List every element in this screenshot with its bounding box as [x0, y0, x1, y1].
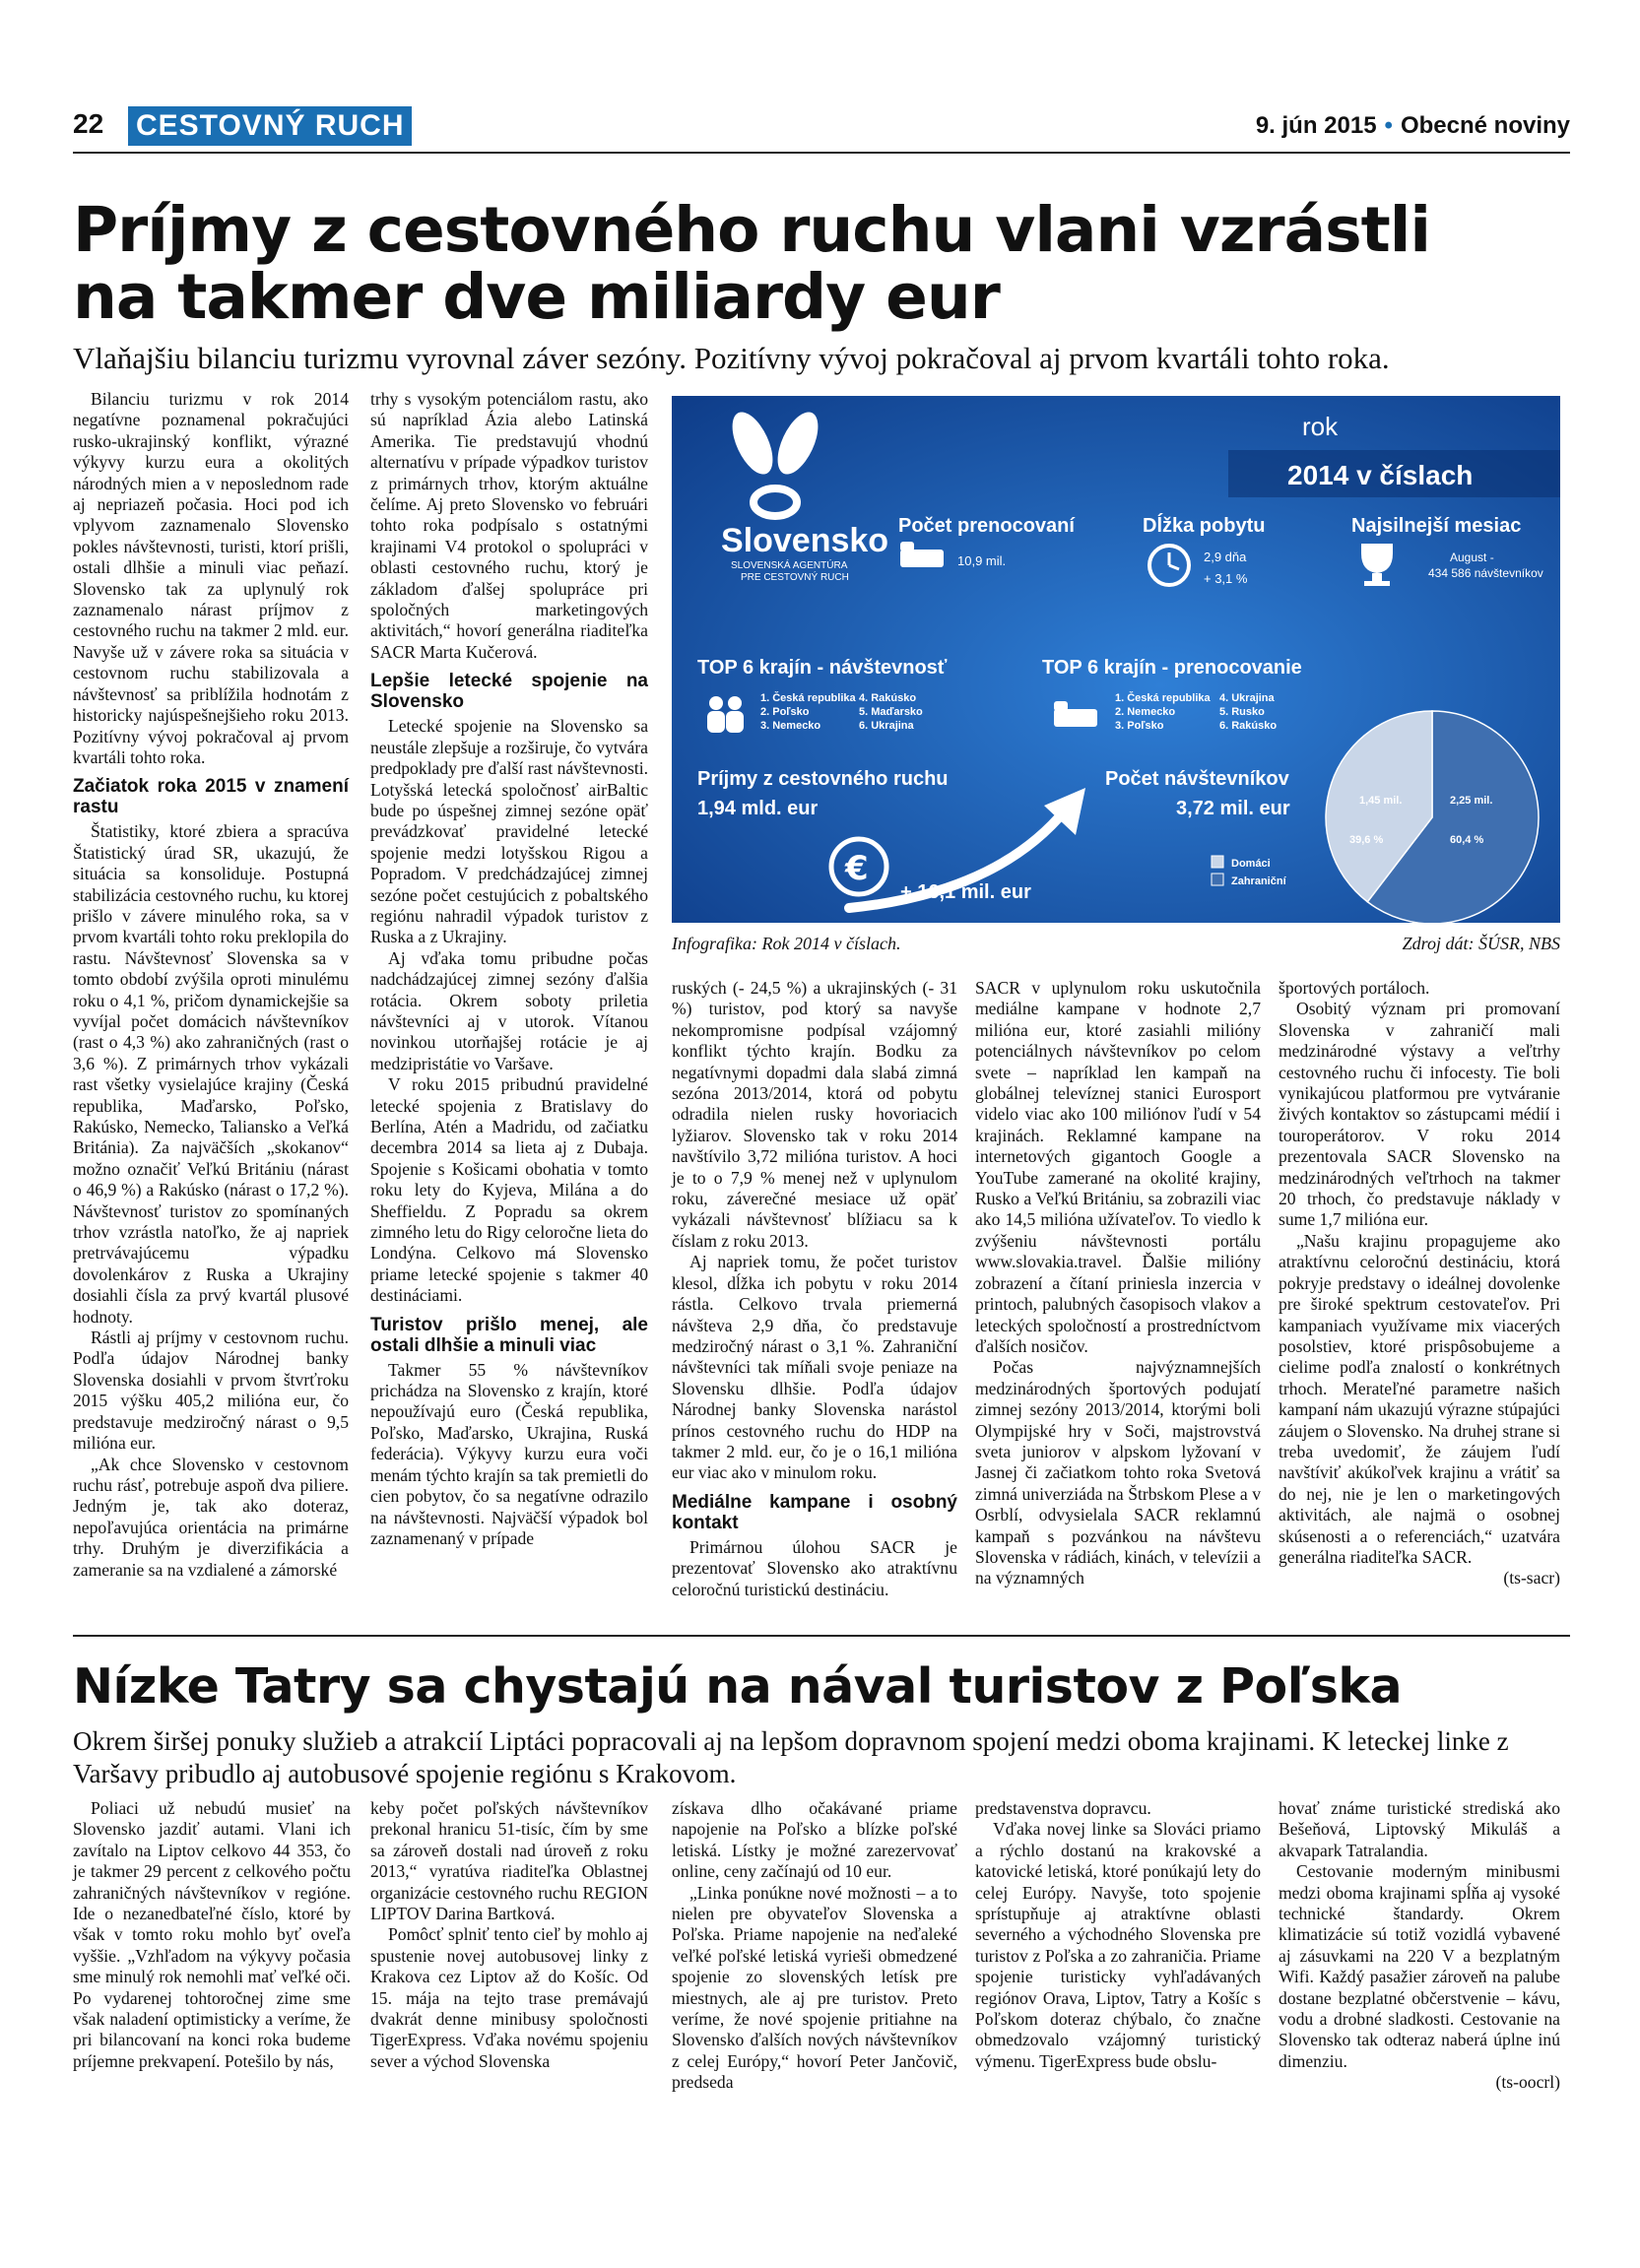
- paragraph: Počas najvýznamnejších medzinárodných športových podujatí zimnej sezóny 2013/2014, ktorými boli Olympijské hry v Soči, majstrovstvá sveta juniorov v alpskom lyžovaní v Jasnej či začiatkom tohto roka Svetová zimná univerziáda na Štrbskom Plese a v Osrblí, odvysielala SACR reklamnú kampaň s pozvánkou na návštevu Slovenska v rádiách, kinách, v televízii a na významných: [975, 1357, 1261, 1588]
- visitors-value: 3,72 mil. eur: [1176, 798, 1290, 819]
- page-number: 22: [73, 108, 104, 139]
- subheading: Začiatok roka 2015 v znamení rastu: [73, 776, 349, 818]
- author-signature: (ts-oocrl): [1495, 2072, 1560, 2093]
- legend-foreign: Zahraniční: [1231, 875, 1286, 887]
- paragraph: Poliaci už nebudú musieť na Slovensko jazdiť autami. Vlani ich zavítalo na Liptov celkovo 44 353, čo je takmer 29 percent z celkového počtu zahraničných návštevníkov v regióne. Ide o nezanedbateľné číslo, ktoré by však v tomto roku mohlo byť oveľa vyššie. „Vzhľadom na výkyvy počasia sme minulý rok nemohli mať veľké oči. Po vydarenej tohtoročnej zime sme však naladení optimisticky a veríme, že pri bilancovaní na konci roka budeme príjemne prekvapení. Potešilo by nás,: [73, 1798, 351, 2071]
- paragraph: Aj napriek tomu, že počet turistov klesol, dĺžka ich pobytu v roku 2014 rástla. Celkovo trvala priemerná návšteva 2,9 dňa, čo predstavuje medziročný nárast o 3,1 %. Zahraniční návštevníci tak míňali svoje peniaze na Slovensku dlhšie. Podľa údajov Národnej banky Slovenska narástol prínos cestovného ruchu do HDP na takmer 2 mld. eur, čo je o 16,1 milióna eur viac ako v minulom roku.: [672, 1252, 957, 1483]
- paragraph: V roku 2015 pribudnú pravidelné letecké spojenia z Bratislavy do Berlína, Atén a Madridu, od začiatku decembra 2014 sa lieta aj z Dubaja. Spojenie s Košicami obohatia v tomto roku lety do Kyjeva, Milána a do Sheffieldu. Z Popradu sa okrem zimného letu do Rigy celoročne lieta do Londýna. Celkovo má Slovensko priame letecké spojenie s takmer 40 destináciami.: [370, 1074, 648, 1306]
- article-title-line1: Príjmy z cestovného ruchu vlani vzrástli: [73, 194, 1430, 266]
- page-header: [73, 106, 1570, 150]
- top-nights-item: 3. Poľsko: [1115, 720, 1164, 732]
- top-nights-item: 1. Česká republika: [1115, 692, 1211, 704]
- top-nights-item: 4. Ukrajina: [1219, 692, 1275, 704]
- infographic: [672, 396, 1560, 923]
- subheading: Mediálne kampane i osobný kontakt: [672, 1491, 957, 1533]
- caption-source: Zdroj dát: ŠÚSR, NBS: [1402, 934, 1560, 953]
- income-title: Príjmy z cestovného ruchu: [697, 768, 949, 790]
- infographic-caption: [672, 934, 1560, 954]
- brand-subtitle-1: SLOVENSKÁ AGENTÚRA: [731, 560, 848, 571]
- issue-date: 9. jún 2015: [1255, 112, 1377, 139]
- year-title: 2014 v číslach: [1287, 460, 1474, 490]
- paragraph: predstavenstva dopravcu.: [975, 1798, 1151, 1818]
- subheading: Lepšie letecké spojenie na Slovensko: [370, 671, 648, 713]
- paragraph: ruských (- 24,5 %) a ukrajinských (- 31 %) turistov, pod ktorý sa navyše nekompromisne podpísal vzájomný konflikt týchto krajín. Bodku za negatívnymi dopadmi dala slabá zimná sezóna 2013/2014, ktorá od pobytu odradila nielen rusky hovoriacich lyžiarov. Slovensko tak v roku 2014 navštívilo 3,72 milióna turistov. A hoci je to o 7,9 % menej než v uplynulom roku, záverečné mesiace už opäť vykázali návštevnosť blížiacu sa k číslam z roku 2013.: [672, 978, 957, 1251]
- paragraph: „Ak chce Slovensko v cestovnom ruchu rásť, potrebuje aspoň dva piliere. Jedným je, tak ako doteraz, nepoľavujúca orientácia na primárne trhy. Druhým je diverzifikácia a zameranie sa na vzdialené a zámorské: [73, 1454, 349, 1580]
- top-nights-item: 2. Nemecko: [1115, 706, 1176, 718]
- paragraph: športových portáloch.: [1279, 978, 1430, 998]
- paragraph: Bilanciu turizmu v rok 2014 negatívne poznamenal pokračujúci rusko-ukrajinský konflikt, výrazné výkyvy kurzu eura a okolitých národných mien a v neposlednom rade aj nepriazeň počasia. Hoci pod ich vplyvom zaznamenalo Slovensko pokles návštevnosti, turisti, ktorí prišli, ostali dlhšie a minuli viac peňazí. Slovensko tak za uplynulý rok zaznamenalo nárast príjmov z cestovného ruchu na takmer 2 mld. eur. Navyše už v závere roka sa situácia v cestovnom ruchu stabilizovala a návštevnosť sa priblížila hodnotám z historicky najúspešnejšieho roku 2013. Pozitívny vývoj pokračoval aj prvom kvartáli tohto roka.: [73, 389, 349, 767]
- subheading: Turistov prišlo menej, ale ostali dlhšie a minuli viac: [370, 1314, 648, 1356]
- legend-domestic-swatch: [1212, 856, 1223, 868]
- paragraph: „Linka ponúkne nové možnosti – a to nielen pre obyvateľov Slovenska a Poľska. Priame napojenie na neďaleké veľké poľské letiská vyrieši obmedzené spojenie zo slovenských letísk pre miestnych, ale aj pre turistov. Preto veríme, že nové spojenie pritiahne na Slovensko ďalších nových návštevníkov z celej Európy,“ hovorí Peter Jančovič, predseda: [672, 1882, 957, 2093]
- article-column-5: [1279, 978, 1560, 1589]
- paragraph: Cestovanie moderným minibusmi medzi oboma krajinami spĺňa aj vysoké technické štandardy. Okrem klimatizácie sú totiž vozidlá vybavené aj zásuvkami na 220 V a bezplatným Wifi. Každý pasažier zároveň na palube dostane bezplatné občerstvenie – kávu, vodu a drobné sladkosti. Cestovanie na Slovensko tak odteraz naberá úplne inú dimenziu.: [1279, 1861, 1560, 2071]
- author-signature: (ts-sacr): [1503, 1568, 1560, 1588]
- pie-foreign-pct: 60,4 %: [1450, 834, 1484, 846]
- paragraph: získava dlho očakávané priame napojenie na Poľsko a blízke poľské letiská. Lístky je možné zarezervovať online, ceny začínajú od 10 eur.: [672, 1798, 957, 1882]
- article-title: [73, 194, 1550, 333]
- paragraph: hovať známe turistické strediská ako Bešeňová, Liptovský Mikuláš a akvapark Tatralandia.: [1279, 1798, 1560, 1860]
- article2-title: Nízke Tatry sa chystajú na nával turistov z Poľska: [73, 1658, 1403, 1715]
- pie-domestic-value: 1,45 mil.: [1359, 795, 1403, 807]
- income-change: + 16,1 mil. eur: [900, 881, 1031, 903]
- paragraph: Primárnou úlohou SACR je prezentovať Slovensko ako atraktívnu celoročnú turistickú destináciu.: [672, 1536, 957, 1599]
- pie-domestic-pct: 39,6 %: [1349, 834, 1384, 846]
- article2-lead: Okrem širšej ponuky služieb a atrakcií Liptáci popracovali aj na lepšom dopravnom spojení medzi oboma krajinami. K leteckej linke z Varšavy pribudlo aj autobusové spojenie regiónu s Krakovom.: [73, 1726, 1509, 1788]
- pie-foreign-value: 2,25 mil.: [1450, 795, 1493, 807]
- article-column-3: [672, 978, 957, 1600]
- article-lead: Vlaňajšiu bilanciu turizmu vyrovnal záver sezóny. Pozitívny vývoj pokračoval aj prvom kvartáli tohto roka.: [73, 341, 1390, 375]
- article-column-1: [73, 389, 349, 1581]
- top-nights-item: 5. Rusko: [1219, 706, 1265, 718]
- kpi-nights-title: Počet prenocovaní: [898, 515, 1075, 537]
- issue-info: [1256, 112, 1570, 140]
- kpi-nights-value: 10,9 mil.: [957, 553, 1007, 568]
- paragraph: Pomôcť splniť tento cieľ by mohlo aj spustenie novej autobusovej linky z Krakova cez Liptov až do Košíc. Od 15. mája na tejto trase premávajú dvakrát denne minibusy spoločnosti TigerExpress. Vďaka novému spojeniu sever a východ Slovenska: [370, 1924, 648, 2071]
- paragraph: Vďaka novej linke sa Slováci priamo a rýchlo dostanú na krakovské a katovické letiská, ktoré ponúkajú lety do celej Európy. Navyše, toto spojenie sprístupňuje aj atraktívne oblasti severného a východného Slovenska pre turistov z Poľska a zo zahraničia. Priame spojenie turisticky vyhľadávaných regiónov Orava, Liptov, Tatry a Košíc s Poľskom doteraz chýbalo, čo značne obmedzovalo vzájomný turistický výmenu. TigerExpress bude obslu-: [975, 1819, 1261, 2071]
- section-label: CESTOVNÝ RUCH: [128, 106, 412, 146]
- article-title-line2: na takmer dve miliardy eur: [73, 261, 1000, 333]
- article2-column-5: [1279, 1798, 1560, 2094]
- kpi-stay-value: 2,9 dňa: [1204, 550, 1247, 564]
- legend-foreign-swatch: [1212, 874, 1223, 885]
- year-label: rok: [1302, 412, 1339, 441]
- paragraph: „Našu krajinu propagujeme ako atraktívnu celoročnú destináciu, ktorá pokryje predstavy o ideálnej dovolenke pre široké spektrum cestovateľov. Pri kampaniach využívame mix viacerých posolstiev, ktoré prispôsobujeme a cielime podľa znalostí o konkrétnych trhoch. Merateľné parametre našich kampaní nám ukazujú výrazne stúpajúci záujem o Slovensko. Na druhej strane si treba uvedomiť, že záujem ľudí navštíviť akúkoľvek krajinu a vrátiť sa do nej, nie je len o marketingových aktivitách, ale najmä o osobnej skúsenosti a o referenciách,“ uzatvára generálna riaditeľka SACR.: [1279, 1230, 1560, 1567]
- top-visits-item: 6. Ukrajina: [859, 720, 914, 732]
- paragraph: keby počet poľských návštevníkov prekonal hranicu 51-tisíc, čím by sme sa zároveň dostali nad úroveň z roku 2013,“ vyratúva riaditeľka Oblastnej organizácie cestovného ruchu REGION LIPTOV Darina Bartková.: [370, 1798, 648, 1924]
- article-divider: [73, 1635, 1570, 1637]
- header-rule: [73, 152, 1570, 154]
- infographic-svg: [672, 396, 1560, 923]
- paragraph: Aj vďaka tomu pribudne počas nadchádzajúcej zimnej sezóny ďalšia rotácia. Okrem soboty priletia návštevníci aj v utorok. Vítanou novinkou utorňajšej rotácie je aj medzipristátie vo Varšave.: [370, 947, 648, 1073]
- kpi-stay-title: Dĺžka pobytu: [1143, 515, 1266, 537]
- kpi-month-title: Najsilnejší mesiac: [1351, 515, 1522, 537]
- top-visits-item: 2. Poľsko: [760, 706, 810, 718]
- top-visits-item: 3. Nemecko: [760, 720, 821, 732]
- income-value: 1,94 mld. eur: [697, 798, 819, 819]
- kpi-month-value-1: August -: [1450, 551, 1494, 564]
- article2-column-4: [975, 1798, 1261, 2072]
- caption-text: Infografika: Rok 2014 v číslach.: [672, 934, 901, 953]
- svg-text:€: €: [845, 849, 869, 888]
- paragraph: Takmer 55 % návštevníkov prichádza na Slovensko z krajín, ktoré nepoužívajú euro (Česká republika, Poľsko, Maďarsko, Ukrajina, Ruská federácia). Výkyvy kurzu eura voči menám týchto krajín sa tak premietli do cien pobytov, čo sa negatívne odrazilo na návštevnosti. Najväčší výpadok bol zaznamenaný v prípade: [370, 1359, 648, 1548]
- article2-column-2: [370, 1798, 648, 2072]
- kpi-month-value-2: 434 586 návštevníkov: [1428, 566, 1543, 580]
- top-visits-title: TOP 6 krajín - návštevnosť: [697, 657, 948, 679]
- article2-column-3: [672, 1798, 957, 2094]
- paragraph: Osobitý význam pri promovaní Slovenska v zahraničí mali medzinárodné výstavy a veľtrhy cestovného ruchu či infocesty. Tie boli vynikajúcou platformou pre vytváranie živých kontaktov so zástupcami médií i touroperátorov. V roku 2014 prezentovala SACR Slovensko na medzinárodných veľtrhoch na takmer 20 trhoch, čo predstavuje náklady v sume 1,7 milióna eur.: [1279, 999, 1560, 1230]
- top-visits-item: 1. Česká republika: [760, 692, 856, 704]
- article2-column-1: [73, 1798, 351, 2072]
- paragraph: Rástli aj príjmy v cestovnom ruchu. Podľa údajov Národnej banky Slovenska dosiahli v prvom štvrťroku 2015 výšku 405,2 milióna eur, čo predstavuje medziročný nárast o 9,5 milióna eur.: [73, 1328, 349, 1454]
- brand-name: Slovensko: [721, 522, 889, 559]
- legend-domestic: Domáci: [1231, 858, 1271, 870]
- kpi-stay-change: + 3,1 %: [1204, 571, 1248, 586]
- article-column-4: [975, 978, 1261, 1589]
- visitors-title: Počet návštevníkov: [1105, 768, 1289, 790]
- paragraph: trhy s vysokým potenciálom rastu, ako sú napríklad Ázia alebo Latinská Amerika. Tie predstavujú vhodnú alternatívu v prípade výpadkov turistov z primárnych trhov, ktorým aktuálne čelíme. Aj preto Slovensko vo februári tohto roka podpísalo s ostatnými krajinami V4 protokol o spolupráci v oblasti cestovného ruchu, ktorý je základom ďalšej spolupráce pri spoločných marketingových aktivitách,“ hovorí generálna riaditeľka SACR Marta Kučerová.: [370, 389, 648, 662]
- article-column-2: [370, 389, 648, 1549]
- visitors-pie-chart: [1326, 711, 1539, 923]
- brand-subtitle-2: PRE CESTOVNÝ RUCH: [741, 572, 849, 583]
- paragraph: Letecké spojenie na Slovensko sa neustále zlepšuje a rozširuje, čo vytvára predpoklady pre ďalší rast návštevnosti. Lotyšská letecká spoločnosť airBaltic bude po úspešnej zimnej sezóne opäť prevádzkovať pravidelné letecké spojenie medzi lotyšskou Rigou a Popradom. V predchádzajúcej zimnej sezóne počet cestujúcich z pobaltského regiónu nahradil výpadok turistov z Ruska a z Ukrajiny.: [370, 716, 648, 947]
- top-visits-item: 4. Rakúsko: [859, 692, 917, 704]
- top-nights-title: TOP 6 krajín - prenocovanie: [1042, 657, 1302, 679]
- paragraph: Štatistiky, ktoré zbiera a spracúva Štatistický úrad SR, ukazujú, že situácia sa konsoliduje. Postupná stabilizácia cestovného ruchu, ku ktorej prišlo v závere minulého roka, sa v prvom kvartáli tohto roku preklopila do rastu. Návštevnosť Slovenska sa v tomto období zvýšila oproti minulému roku o 4,1 %, pričom dynamickejšie sa vyvíjal počet domácich návštevníkov (rast o 4,3 %) ako zahraničných (rast o 3,6 %). Z primárnych trhov vykázali rast všetky vysielajúce krajiny (Česká republika, Maďarsko, Poľsko, Rakúsko, Nemecko, Taliansko a Veľká Británia). Za najväčších „skokanov“ možno označiť Veľkú Britániu (nárast o 46,9 %) a Rakúsko (nárast o 17,2 %). Návštevnosť turistov zo spomínaných trhov vzrástla natoľko, že aj napriek pretrvávajúcemu výpadku dovolenkárov z Ruska a Ukrajiny dosiahli čísla za prvý kvartál plusové hodnoty.: [73, 821, 349, 1327]
- paragraph: SACR v uplynulom roku uskutočnila mediálne kampane v hodnote 2,7 milióna eur, ktoré zasiahli milióny potenciálnych návštevníkov po celom svete – napríklad len kampaň na globálnej televíznej stanici Eurosport videlo viac ako 100 miliónov ľudí v 54 krajinách. Reklamné kampane na internetových gigantoch Google a YouTube zamerané na okolité krajiny, Rusko a Veľkú Britániu, sa zobrazili viac ako 14,5 milióna užívateľov. To viedlo k zvýšeniu návštevnosti portálu www.slovakia.travel. Ďalšie milióny zobrazení a čítaní priniesla inzercia v printoch, palubných časopisoch vlakov a leteckých spoločností a prostredníctvom ďalších nosičov.: [975, 978, 1261, 1356]
- top-visits-item: 5. Maďarsko: [859, 706, 923, 718]
- top-nights-item: 6. Rakúsko: [1219, 720, 1278, 732]
- separator-dot: •: [1384, 112, 1393, 139]
- publication-name: Obecné noviny: [1400, 112, 1570, 139]
